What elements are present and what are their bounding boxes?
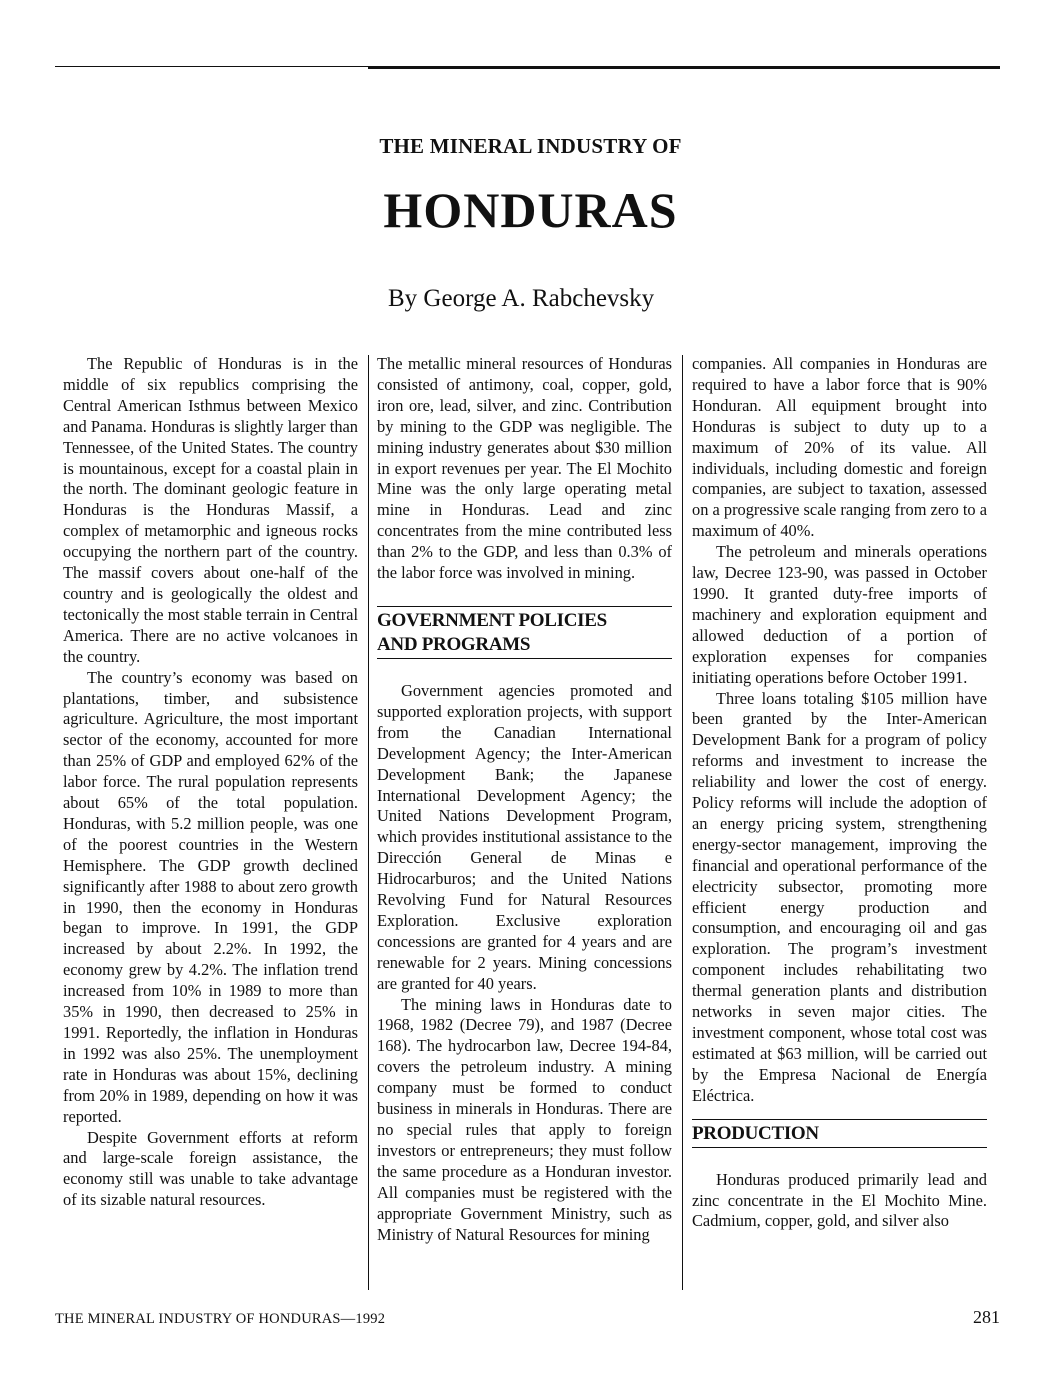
paragraph: Honduras produced primarily lead and zinc concentrate in the El Mochito Mine. Cadmium, copper, gold, and silver also [692,1169,987,1231]
heading-line: GOVERNMENT POLICIES [377,609,607,631]
paragraph: The petroleum and minerals operations law, Decree 123-90, was passed in October 1990. It granted duty-free imports of machinery and exploration equipment and allowed deduction of a portion of exploration expenses for companies initiating operations before October 1991. [692,542,987,687]
paragraph: The country’s economy was based on plantations, timber, and subsistence agriculture. Agriculture, the most important sector of the economy, accounted for more than 25% of GDP and employed 62% of the labor force. The rural population represents about 65% of the total population. Honduras, with 5.2 million people, was one of the poorest countries in the Western Hemisphere. The GDP growth declined significantly after 1988 to about zero growth in 1990, then the economy in Honduras began to improve. In 1991, the GDP increased by about 2.2%. In 1992, the economy grew by 4.2%. The inflation trend increased from 10% in 1989 to more than 35% in 1990, then decreased to 25% in 1991. Reportedly, the inflation in Honduras in 1992 was also 25%. The unemployment rate in Honduras was about 15%, declining from 20% in 1989, depending on how it was reported. [63,667,358,1126]
column-1 [63,354,358,1211]
paragraph: Government agencies promoted and supported exploration projects, with support from the Canadian International Development Agency; the Inter-American Development Bank; the Japanese International Development Agency; the United Nations Development Program, which provides institutional assistance to the Dirección General de Minas e Hidrocarburos; and the United Nations Revolving Fund for Natural Resources Exploration. Exclusive exploration concessions are granted for 4 years and are renewable for 2 years. Mining concessions are granted for 40 years. [377,680,672,993]
running-footer-title: THE MINERAL INDUSTRY OF HONDURAS—1992 [55,1311,386,1327]
heading-line: AND PROGRAMS [377,633,531,655]
paragraph: The Republic of Honduras is in the middle of six republics comprising the Central American Isthmus between Mexico and Panama. Honduras is slightly larger than Tennessee, of the United States. The country is mountainous, except for a coastal plain in the north. The dominant geologic feature in Honduras is the Honduras Massif, a complex of metamorphic and igneous rocks occupying the northern part of the country. The massif covers about one-half of the country and is geologically the oldest and tectonically the most stable terrain in Central America. There are no active volcanoes in the country. [63,354,358,666]
page-title: HONDURAS [383,182,678,238]
supertitle: THE MINERAL INDUSTRY OF [379,134,682,158]
paragraph: The mining laws in Honduras date to 1968, 1982 (Decree 79), and 1987 (Decree 168). The hydrocarbon law, Decree 194-84, covers the petroleum industry. A mining company must be formed to conduct business in minerals in Honduras. There are no special rules that apply to foreign investors or entrepreneurs; they must follow the same procedure as a Honduran investor. All companies must be registered with the appropriate Government Ministry, such as Ministry of Natural Resources for mining [377,994,672,1244]
column-divider-2 [682,355,683,1290]
section-heading-government-policies [377,606,672,659]
paragraph: The metallic mineral resources of Honduras consisted of antimony, coal, copper, gold, iron ore, lead, silver, and zinc. Contribution by mining to the GDP was negligible. The mining industry generates about $30 million in export revenues per year. The El Mochito Mine was the only large operating metal mine in Honduras. Lead and zinc concentrates from the mine contributed less than 2% to the GDP, and less than 0.3% of the labor force was involved in mining. [377,354,672,583]
heading-rule-bottom [377,658,672,659]
column-divider-1 [368,355,369,1290]
paragraph: companies. All companies in Honduras are required to have a labor force that is 90% Honduran. All equipment brought into Honduras is subject to duty up to a maximum of 20% of its value. All individuals, including domestic and foreign companies, are subject to taxation, assessed on a progressive scale ranging from zero to a maximum of 40%. [692,354,987,541]
heading-line: PRODUCTION [692,1122,819,1144]
top-rule-bold [368,66,1000,69]
column-3 [692,354,987,1232]
byline: By George A. Rabchevsky [388,285,655,312]
paragraph: Despite Government efforts at reform and large-scale foreign assistance, the economy still was unable to take advantage of its sizable natural resources. [63,1127,358,1210]
section-heading-production [692,1119,987,1148]
column-2 [377,354,672,1245]
heading-rule-bottom [692,1147,987,1148]
page-number: 281 [973,1307,1000,1327]
paragraph: Three loans totaling $105 million have been granted by the Inter-American Development Bank for a program of policy reforms and investment to increase the reliability and lower the cost of energy. Policy reforms will include the adoption of an energy pricing system, strengthening energy-sector management, improving the financial and operational performance of the electricity subsector, promoting more efficient energy production and consumption, and encouraging oil and gas exploration. The program’s investment component includes rehabilitating two thermal generation plants and distribution networks in seven major cities. The investment component, whose total cost was estimated at $63 million, will be carried out by the Empresa Nacional de Energía Eléctrica. [692,688,987,1105]
